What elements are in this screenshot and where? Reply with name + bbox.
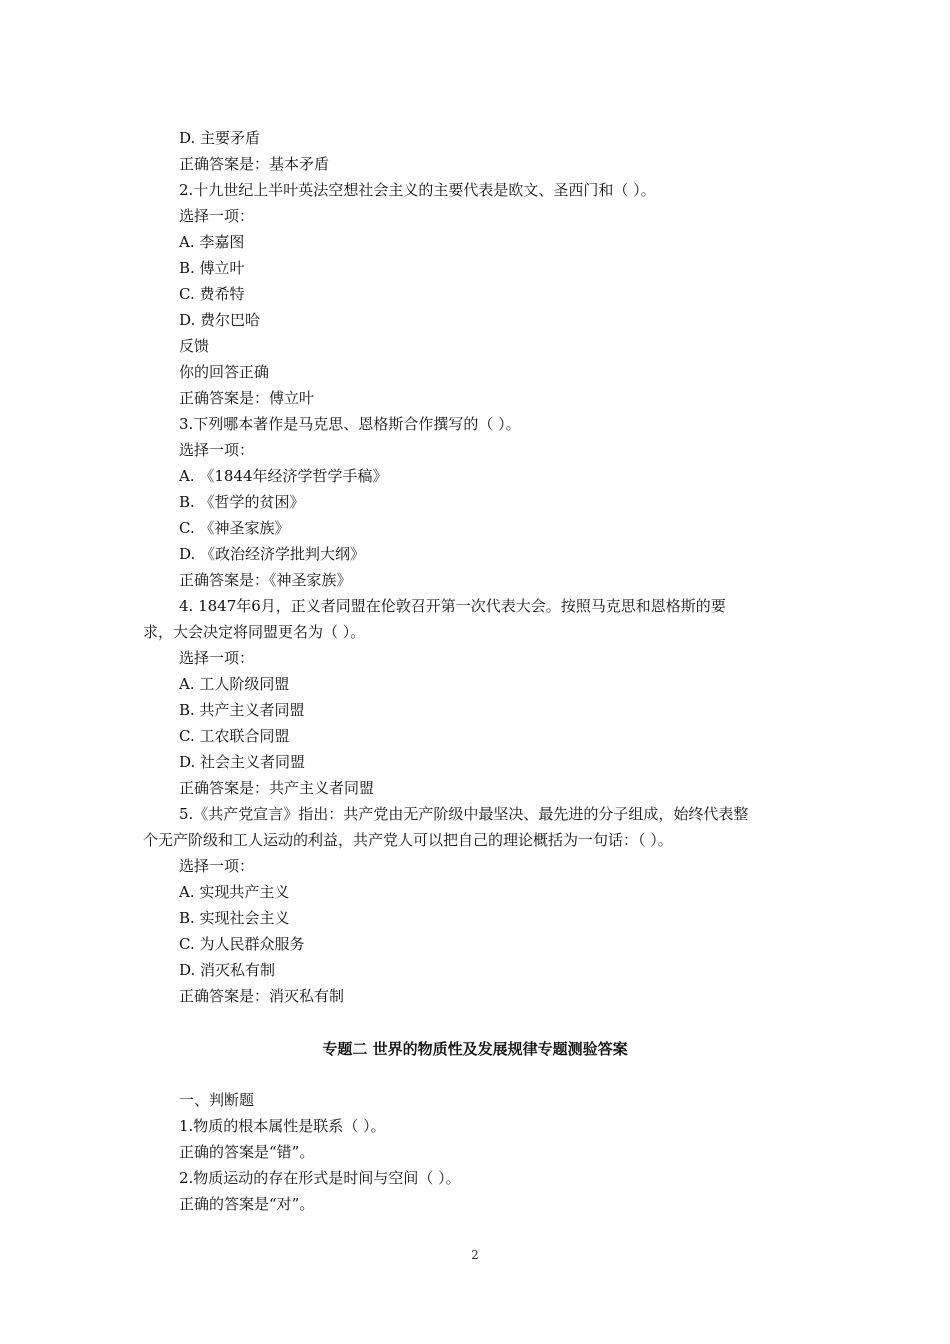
q5-correct-answer: 正确答案是：消灭私有制: [179, 987, 345, 1005]
q2-choose-one: 选择一项：: [179, 207, 255, 225]
q4-correct-answer: 正确答案是：共产主义者同盟: [179, 779, 375, 797]
q3-option-c: C. 《神圣家族》: [179, 519, 290, 537]
q2-stem: 2.十九世纪上半叶英法空想社会主义的主要代表是欧文、圣西门和（ ）。: [179, 181, 656, 199]
q4-option-c: C. 工农联合同盟: [179, 727, 290, 745]
q5-option-a: A. 实现共产主义: [179, 883, 290, 901]
q3-correct-answer: 正确答案是：《神圣家族》: [179, 571, 352, 589]
section-true-false-title: 一、判断题: [179, 1091, 255, 1109]
q4-option-a: A. 工人阶级同盟: [179, 675, 290, 693]
q5-stem-line1: 5.《共产党宣言》指出：共产党由无产阶级中最坚决、最先进的分子组成，始终代表整: [179, 805, 749, 823]
q2-option-c: C. 费希特: [179, 285, 245, 303]
q3-option-a: A. 《1844年经济学哲学手稿》: [179, 467, 388, 485]
q1-option-d: D. 主要矛盾: [179, 129, 261, 147]
q5-option-d: D. 消灭私有制: [179, 961, 276, 979]
q4-option-b: B. 共产主义者同盟: [179, 701, 305, 719]
q3-option-d: D. 《政治经济学批判大纲》: [179, 545, 366, 563]
q5-choose-one: 选择一项：: [179, 857, 255, 875]
q4-stem-line1: 4. 1847年6月，正义者同盟在伦敦召开第一次代表大会。按照马克思和恩格斯的要: [179, 597, 726, 615]
q2-correct-answer: 正确答案是：傅立叶: [179, 389, 315, 407]
q3-option-b: B. 《哲学的贫困》: [179, 493, 305, 511]
q2-feedback-text: 你的回答正确: [179, 363, 270, 381]
q2-feedback-label: 反馈: [179, 337, 210, 355]
q4-choose-one: 选择一项：: [179, 649, 255, 667]
q3-stem: 3.下列哪本著作是马克思、恩格斯合作撰写的（ ）。: [179, 415, 521, 433]
tf-q1-stem: 1.物质的根本属性是联系（ ）。: [179, 1117, 386, 1135]
section-heading: 专题二 世界的物质性及发展规律专题测验答案: [322, 1040, 628, 1058]
q2-option-a: A. 李嘉图: [179, 233, 245, 251]
q4-stem-line2: 求，大会决定将同盟更名为（ ）。: [143, 623, 366, 641]
page-number: 2: [471, 1248, 479, 1262]
tf-q1-answer: 正确的答案是“错”。: [179, 1143, 315, 1161]
q1-correct-answer: 正确答案是：基本矛盾: [179, 155, 330, 173]
q4-option-d: D. 社会主义者同盟: [179, 753, 306, 771]
q5-option-b: B. 实现社会主义: [179, 909, 290, 927]
q2-option-b: B. 傅立叶: [179, 259, 245, 277]
tf-q2-stem: 2.物质运动的存在形式是时间与空间（ ）。: [179, 1169, 461, 1187]
q3-choose-one: 选择一项：: [179, 441, 255, 459]
tf-q2-answer: 正确的答案是“对”。: [179, 1195, 315, 1213]
q5-option-c: C. 为人民群众服务: [179, 935, 305, 953]
q2-option-d: D. 费尔巴哈: [179, 311, 261, 329]
q5-stem-line2: 个无产阶级和工人运动的利益，共产党人可以把自己的理论概括为一句话：（ ）。: [143, 831, 673, 849]
